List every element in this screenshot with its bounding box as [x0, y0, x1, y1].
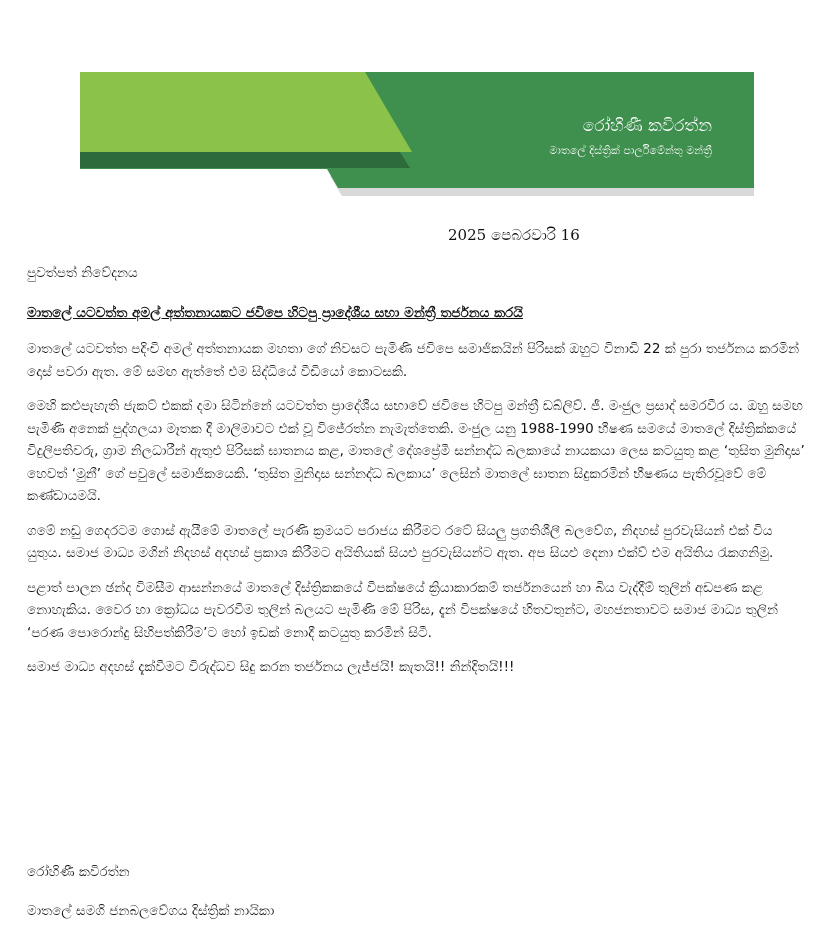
paragraph-1: මාතලේ යටවත්ත පදිංචි අමල් අත්තනායක මහතා ගේ නිවසට පැමිණි ජවිපෙ සමාජිකයින් පිරිසක් ඔහුට විනාඩි 22 ක් පුරා තර්ජනය කරමින් දොස් පවරා ඇත. මේ සමඟ ඇත්තේ එම සිද්ධියේ වීඩියෝ කොටසකි. [27, 341, 800, 380]
paragraph-4: පළාත් පාලන ඡන්ද විමසීම ආසන්නයේ මාතලේ දිස්ත්‍රිකකයේ විපක්ෂයේ ක්‍රියාකාරකම් තර්ජනයෙන් හා බිය වැද්දීම් තුලින් අඩපණ කළ නොහැකිය. වෛර හා ක්‍රෝධය පැවරවීම තුලින් බලයට පැමිණි මේ පිරිස, දැන් විපක්ෂයේ හිතවතුන්ට, මහජනතාවට සමාජ මාධ්‍ය තුලින් ‘පරණ පොරොන්දු සිහිපත්කිරීම’ට හෝ ඉඩක් නොදී කටයුතු කරමින් සිටී. [27, 579, 778, 641]
document-type: පුවත්පත් නිවේදනය [27, 265, 138, 281]
paragraph-3: ගමේ නඩු ගෙදරටම ගොස් ඇයීමේ මාතලේ පැරණි ක්‍රමයට පරාජය කිරීමට රටේ සියලු ප්‍රගතිශීලී බලවේග, නිදහස් පුරවැසියන් එක් විය යුතුය. සමාජ මාධ්‍ය මගින් නිදහස් අදහස් ප්‍රකාශ කිරීමට අයිතියක් සියළු පුරවැසියන්ට ඇත. අප සියළු දෙනා එක්ව් එම අයිතිය රැකගනිමු. [27, 522, 774, 561]
banner-shadow-stripe [80, 152, 410, 168]
signature-title: මාතලේ සමගි ජනබලවේගය දිස්ත්‍රික් නායිකා [27, 903, 275, 919]
signature-name: රෝහිණී කවිරත්න [27, 864, 130, 880]
banner-name: රෝහිණී කවිරත්න [582, 116, 712, 136]
paragraph-2: මෙහි කළුපැහැති ජැකට් එකක් දමා සිටින්නේ යටවත්ත ප්‍රාදේශීය සභාවේ ජවිපෙ හිටපු මන්ත්‍රී ඩබ්ලිව්. ජී. මංජුල ප්‍රසාද් සමරවීර ය. ඔහු සමඟ පැමිණි අනෙක් පුද්ගලයා මෑතක දී මාලිමාවට එක් වූ විජේරත්න නැමැත්තෙකි. මංජුල යනු 1988-1990 භීෂණ සමයේ මාතලේ දිස්ත්‍රික්කයේ විදුලිපතිවරු, ග්‍රාම නිලධාරීන් ඇතුළු පිරිසක් ඝාතනය කළ, මාතලේ දේශප්‍රේමී සන්නද්ධ බලකායේ නායකයා ලෙස කටයුතු කළ ‘තුසිත මුනිදාස’ හෙවත් ‘මුනී’ ගේ පවුලේ සමාජිකයෙකි. ‘තුසිත මුනිදාස සන්නද්ධ බලකාය’ ලෙසින් මාතලේ ඝාතන සිදුකරමින් භීෂණය පැතිරවූවේ මේ කණ්ඩායමයි. [27, 398, 805, 504]
closing-slogan: සමාජ මාධ්‍ය අදහස් දැක්වීමට විරුද්ධව සිදු කරන තර්ජනය ලැජ්ජයි! කැතයි!! නින්දිතයි!!! [27, 659, 515, 675]
banner-title: මාතලේ දිස්ත්‍රික් පාර්ලිමේන්තු මන්ත්‍රී [549, 144, 712, 157]
document-headline: මාතලේ යටවත්ත අමල් අත්තනායකට ජවිපෙ හිටපු ප්‍රාදේශීය සභා මන්ත්‍රී තර්ජනය කරයි [27, 305, 523, 321]
letterhead-banner [80, 72, 754, 196]
banner-light-green [80, 72, 412, 152]
document-body [27, 262, 805, 678]
document-date: 2025 පෙබරවාරි 16 [448, 226, 580, 244]
